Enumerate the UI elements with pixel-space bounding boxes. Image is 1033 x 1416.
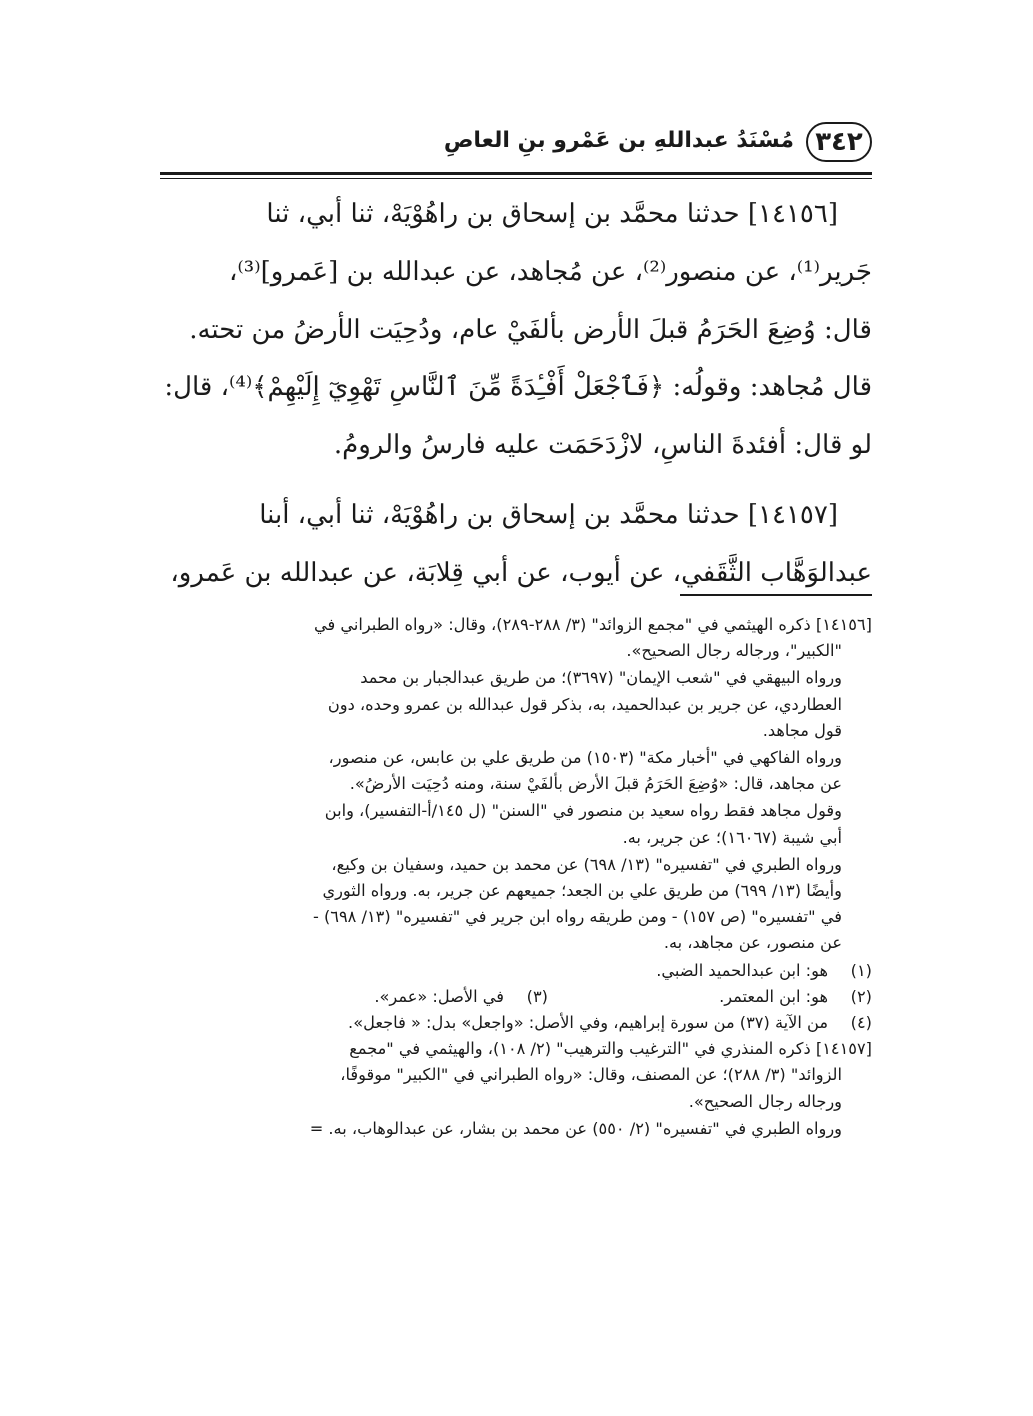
note-line: ورجاله رجال الصحيح». bbox=[688, 1091, 842, 1111]
page-header bbox=[160, 122, 872, 168]
text-line: جَرير⁽¹⁾، عن منصور⁽²⁾، عن مُجاهد، عن عبدالله بن [عَمرو]⁽³⁾، bbox=[228, 256, 872, 287]
footnote-text: من الآية (٣٧) من سورة إبراهيم، وفي الأصل: «واجعل» بدل: « فاجعل». bbox=[348, 1013, 828, 1033]
note-line: في "تفسيره" (ص ١٥٧) - ومن طريقه رواه ابن جرير في "تفسيره" (١٣/ ٦٩٨) - bbox=[312, 907, 842, 927]
text-line: عبدالوَهَّاب الثَّقَفي، عن أيوب، عن أبي قِلابَة، عن عبدالله بن عَمرو، bbox=[170, 557, 872, 588]
note-line: [١٤١٥٧] ذكره المنذري في "الترغيب والترهيب" (٢/ ١٠٨)، والهيثمي في "مجمع bbox=[349, 1039, 872, 1059]
footnote-text: هو: ابن عبدالحميد الضبي. bbox=[656, 960, 828, 980]
footnote-number: (٣) bbox=[526, 986, 548, 1006]
footnote-1 bbox=[160, 958, 872, 984]
note-said-bin-mansur bbox=[160, 798, 872, 850]
footnote-2-3 bbox=[160, 984, 872, 1010]
hadith-14156 bbox=[160, 186, 872, 475]
note-line: العطاردي، عن جرير بن عبدالحميد، به، بذكر قول عبدالله بن عمرو وحده، دون bbox=[327, 694, 842, 714]
note-line: ورواه الطبري في "تفسيره" (١٣/ ٦٩٨) عن محمد بن حميد، وسفيان بن وكيع، bbox=[331, 854, 842, 874]
footnote-separator bbox=[680, 594, 872, 596]
note-tabari bbox=[160, 852, 872, 957]
footnote-4 bbox=[160, 1010, 872, 1036]
note-bayhaqi bbox=[160, 665, 872, 744]
hadith-14157 bbox=[160, 487, 872, 603]
header-rule-thin bbox=[160, 178, 872, 179]
note-line: أبي شيبة (١٦٠٦٧)؛ عن جرير، به. bbox=[622, 827, 842, 847]
header-rule-thick bbox=[160, 172, 872, 175]
footnote-text: هو: ابن المعتمر. bbox=[719, 986, 828, 1006]
running-title: مُسْنَدُ عبداللهِ بن عَمْرو بنِ العاصِ bbox=[443, 128, 794, 153]
note-line: وأيضًا (١٣/ ٦٩٩) من طريق علي بن الجعد؛ جميعهم عن جرير، به. ورواه الثوري bbox=[322, 881, 842, 901]
text-line: لو قال: أفئدةَ الناسِ، لازْدَحَمَت عليه فارسُ والرومُ. bbox=[333, 430, 872, 461]
footnote-text: في الأصل: «عمر». bbox=[374, 986, 504, 1006]
note-line: وقول مجاهد فقط رواه سعيد بن منصور في "السنن" (ل ١٤٥/أ-التفسير)، وابن bbox=[324, 801, 842, 821]
note-line: الزوائد" (٣/ ٢٨٨)؛ عن المصنف، وقال: «رواه الطبراني في "الكبير" موقوفًا، bbox=[340, 1065, 842, 1085]
text-line: [١٤١٥٧] حدثنا محمَّد بن إسحاق بن راهُوْيَهْ، ثنا أبي، أبنا bbox=[259, 499, 838, 530]
footnote-number: (٢) bbox=[850, 986, 872, 1006]
note-fakihi bbox=[160, 745, 872, 797]
main-text bbox=[160, 186, 872, 603]
note-tabari-14157 bbox=[160, 1116, 872, 1142]
note-14157-takhrij bbox=[160, 1036, 872, 1115]
footnote-number: (١) bbox=[850, 960, 872, 980]
note-line: قول مجاهد. bbox=[762, 720, 842, 740]
footnotes bbox=[160, 612, 872, 1143]
note-line: ورواه الفاكهي في "أخبار مكة" (١٥٠٣) من طريق علي بن عابس، عن منصور، bbox=[328, 748, 842, 768]
note-line: "الكبير"، ورجاله رجال الصحيح». bbox=[626, 641, 842, 661]
text-line: [١٤١٥٦] حدثنا محمَّد بن إسحاق بن راهُوْيَهْ، ثنا أبي، ثنا bbox=[266, 199, 838, 229]
note-line: [١٤١٥٦] ذكره الهيثمي في "مجمع الزوائد" (٣/ ٢٨٨-٢٨٩)، وقال: «رواه الطبراني في bbox=[314, 615, 872, 634]
note-line: عن منصور، عن مجاهد، به. bbox=[663, 933, 842, 953]
note-line: ورواه الطبري في "تفسيره" (٢/ ٥٥٠) عن محمد بن بشار، عن عبدالوهاب، به. = bbox=[309, 1118, 842, 1138]
note-14156-takhrij bbox=[160, 612, 872, 664]
text-line: قال: وُضِعَ الحَرَمُ قبلَ الأرض بألفَيْ عام، ودُحِيَت الأرضُ من تحته. bbox=[189, 314, 872, 345]
text-line: قال مُجاهد: وقولُه: ﴿فَٱجْعَلْ أَفْـِٔدَةً مِّنَ ٱلنَّاسِ تَهْوِيٓ إِلَيْهِمْ﴾⁽⁴⁾، قال: bbox=[164, 372, 872, 403]
footnote-number: (٤) bbox=[850, 1013, 872, 1033]
page-number: ٣٤٢ bbox=[806, 122, 872, 162]
note-line: ورواه البيهقي في "شعب الإيمان" (٣٦٩٧)؛ من طريق عبدالجبار بن محمد bbox=[360, 668, 842, 688]
note-line: عن مجاهد، قال: «وُضِعَ الحَرَمُ قبلَ الأرض بألفَيْ سنة، ومنه دُحِيَت الأرضُ». bbox=[349, 774, 842, 794]
